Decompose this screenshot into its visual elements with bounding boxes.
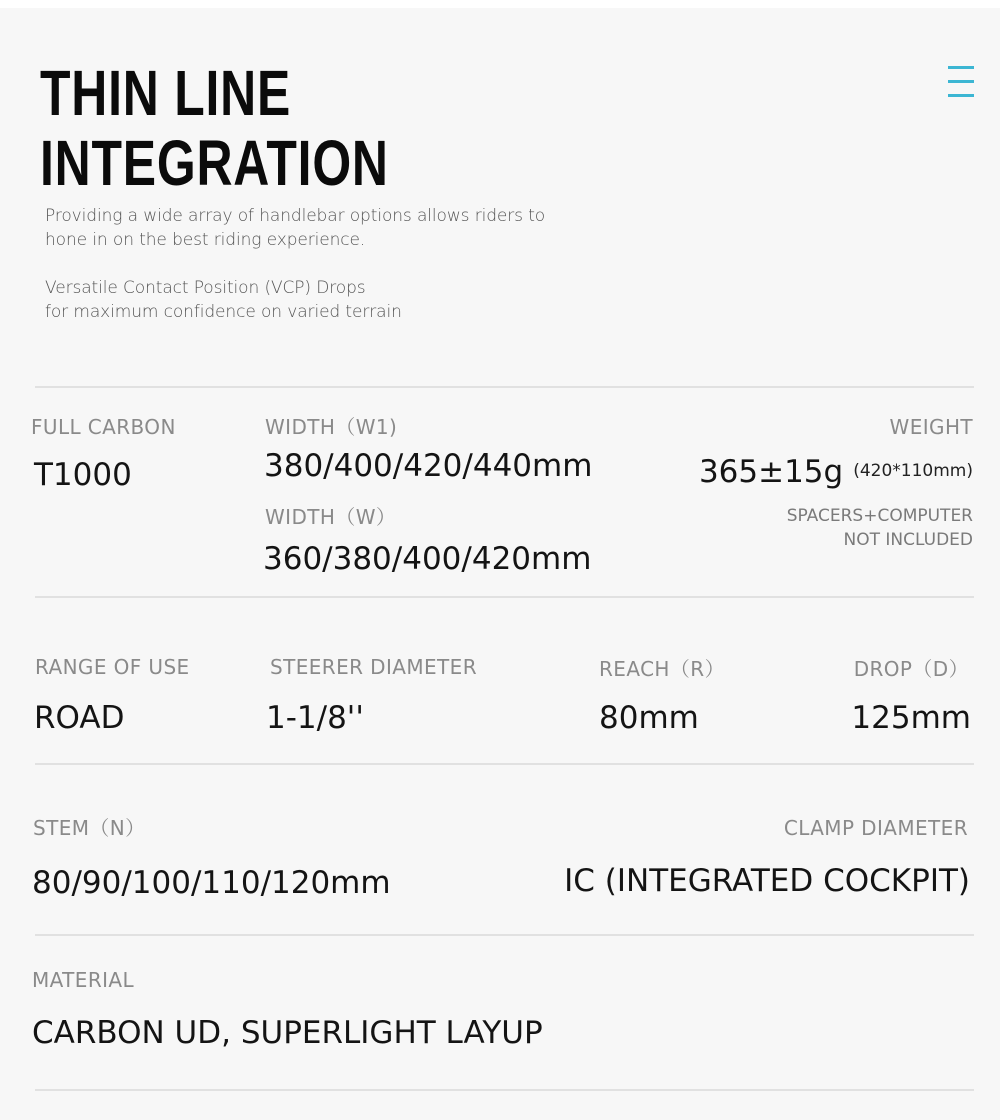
weight-value: 365±15g (698, 454, 844, 490)
material-value: CARBON UD, SUPERLIGHT LAYUP (32, 1015, 543, 1051)
range-of-use-label: RANGE OF USE (35, 655, 190, 679)
stem-value: 80/90/100/110/120mm (32, 865, 391, 901)
divider (35, 763, 974, 765)
weight-exclusion-note (787, 504, 973, 552)
width-w-value: 360/380/400/420mm (263, 541, 592, 577)
clamp-diameter-label: CLAMP DIAMETER (783, 816, 968, 840)
width-w1-label: WIDTH（W1) (265, 415, 398, 439)
steerer-diameter-value: 1-1/8'' (266, 700, 364, 736)
drop-label: DROP（D） (853, 657, 969, 681)
page-title (40, 58, 389, 198)
hamburger-menu-icon[interactable] (946, 66, 974, 106)
divider (35, 934, 974, 936)
weight-label: WEIGHT (889, 415, 973, 439)
drop-value: 125mm (851, 700, 971, 736)
stem-label: STEM（N） (33, 816, 146, 840)
width-w1-value: 380/400/420/440mm (264, 448, 593, 484)
page-title-line-1: THIN LINE (40, 57, 292, 129)
intro-line: Versatile Contact Position (VCP) Drops (45, 278, 366, 298)
intro-paragraph-options (45, 204, 545, 252)
full-carbon-label: FULL CARBON (31, 415, 176, 439)
intro-line: Providing a wide array of handlebar options allows riders to (45, 206, 546, 226)
divider (35, 596, 974, 598)
divider (35, 1089, 974, 1091)
steerer-diameter-label: STEERER DIAMETER (270, 655, 477, 679)
material-label: MATERIAL (32, 968, 135, 992)
reach-label: REACH（R） (599, 657, 725, 681)
page-title-line-2: INTEGRATION (40, 127, 389, 199)
reach-value: 80mm (599, 700, 699, 736)
spec-page (0, 8, 1000, 1120)
range-of-use-value: ROAD (34, 700, 125, 736)
weight-exclusion-line: SPACERS+COMPUTER (786, 506, 973, 526)
intro-paragraph-vcp (45, 276, 402, 324)
weight-measure-note: (420*110mm) (853, 461, 973, 481)
full-carbon-value: T1000 (34, 457, 132, 493)
clamp-diameter-value: IC (INTEGRATED COCKPIT) (564, 863, 970, 899)
divider (35, 386, 974, 388)
intro-line: hone in on the best riding experience. (45, 230, 366, 250)
width-w-label: WIDTH（W） (265, 505, 397, 529)
weight-value-group (699, 452, 973, 491)
weight-exclusion-line: NOT INCLUDED (843, 530, 973, 550)
intro-line: for maximum confidence on varied terrain (45, 302, 402, 322)
